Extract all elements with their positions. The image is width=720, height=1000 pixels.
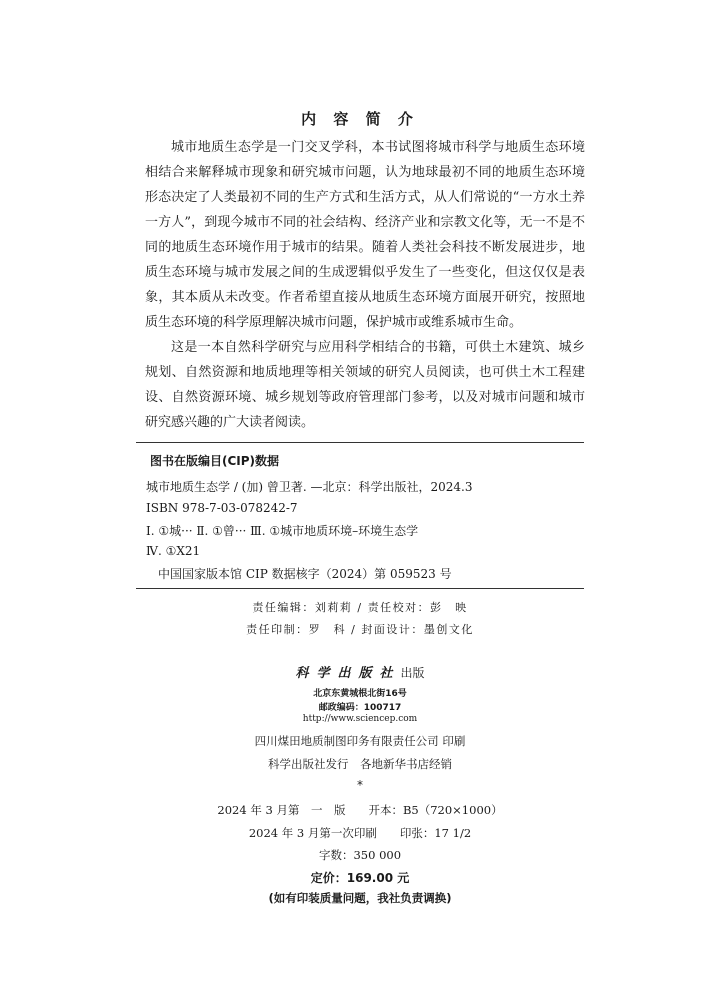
printer-line: 四川煤田地质制图印务有限责任公司 印刷 (254, 734, 466, 748)
publisher-url: http://www.sciencep.com (302, 714, 418, 724)
page-title: 内 容 简 介 (301, 110, 419, 128)
content-summary (145, 135, 585, 435)
quality-note: (如有印装质量问题，我社负责调换) (268, 891, 452, 905)
word-count: 字数：350 000 (318, 848, 402, 862)
cip-heading: 图书在版编目(CIP)数据 (150, 454, 280, 468)
summary-paragraph-2: 这是一本自然科学研究与应用科学相结合的书籍，可供土木建筑、城乡规划、自然资源和地质地理等相关领域的研究人员阅读，也可供土木工程建设、自然资源环境、城乡规划等政府管理部门参考，以及对城市问题和城市研究感兴趣的广大读者阅读。 (145, 340, 585, 430)
price: 定价：169.00 元 (310, 871, 410, 885)
printing-line: 2024 年 3 月第一次印刷 印张：17 1/2 (248, 826, 472, 840)
summary-paragraph-1: 城市地质生态学是一门交叉学科，本书试图将城市科学与地质生态环境相结合来解释城市现象和研究城市问题，认为地球最初不同的地质生态环境形态决定了人类最初不同的生产方式和生活方式，从人们常说的“一方水土养一方人”，到现今城市不同的社会结构、经济产业和宗教文化等，无一不是不同的地质生态环境作用于城市的结果。随着人类社会科技不断发展进步，地质生态环境与城市发展之间的生成逻辑似乎发生了一些变化，但这仅仅是表象，其本质从未改变。作者希望直接从地质生态环境方面展开研究，按照地质生态环境的科学原理解决城市问题，保护城市或维系城市生命。 (145, 140, 585, 330)
cip-class-code: Ⅳ. ①X21 (146, 544, 201, 558)
cip-title-line: 城市地质生态学 / (加) 曾卫著. —北京：科学出版社，2024.3 (146, 480, 473, 494)
divider-top (136, 442, 584, 443)
edition-line: 2024 年 3 月第 一 版 开本：B5（720×1000） (217, 803, 503, 817)
distribution-line: 科学出版社发行 各地新华书店经销 (268, 757, 452, 771)
publisher-suffix: 出版 (400, 666, 425, 680)
publisher-address: 北京东黄城根北街16号 (313, 689, 407, 699)
divider-bottom (136, 588, 584, 589)
publisher-line (0, 662, 720, 681)
publisher-name: 科学出版社 (295, 666, 401, 681)
cip-record-number: 中国国家版本馆 CIP 数据核字（2024）第 059523 号 (158, 567, 452, 581)
publisher-postcode: 邮政编码：100717 (318, 703, 402, 713)
cip-classification: Ⅰ. ①城··· Ⅱ. ①曾··· Ⅲ. ①城市地质环境–环境生态学 (146, 524, 419, 538)
cip-isbn: ISBN 978-7-03-078242-7 (146, 501, 298, 515)
production-credits: 责任印制：罗 科 / 封面设计：墨创文化 (246, 623, 474, 636)
separator-star: * (357, 778, 363, 792)
editor-credits: 责任编辑：刘莉莉 / 责任校对：彭 映 (252, 601, 468, 614)
